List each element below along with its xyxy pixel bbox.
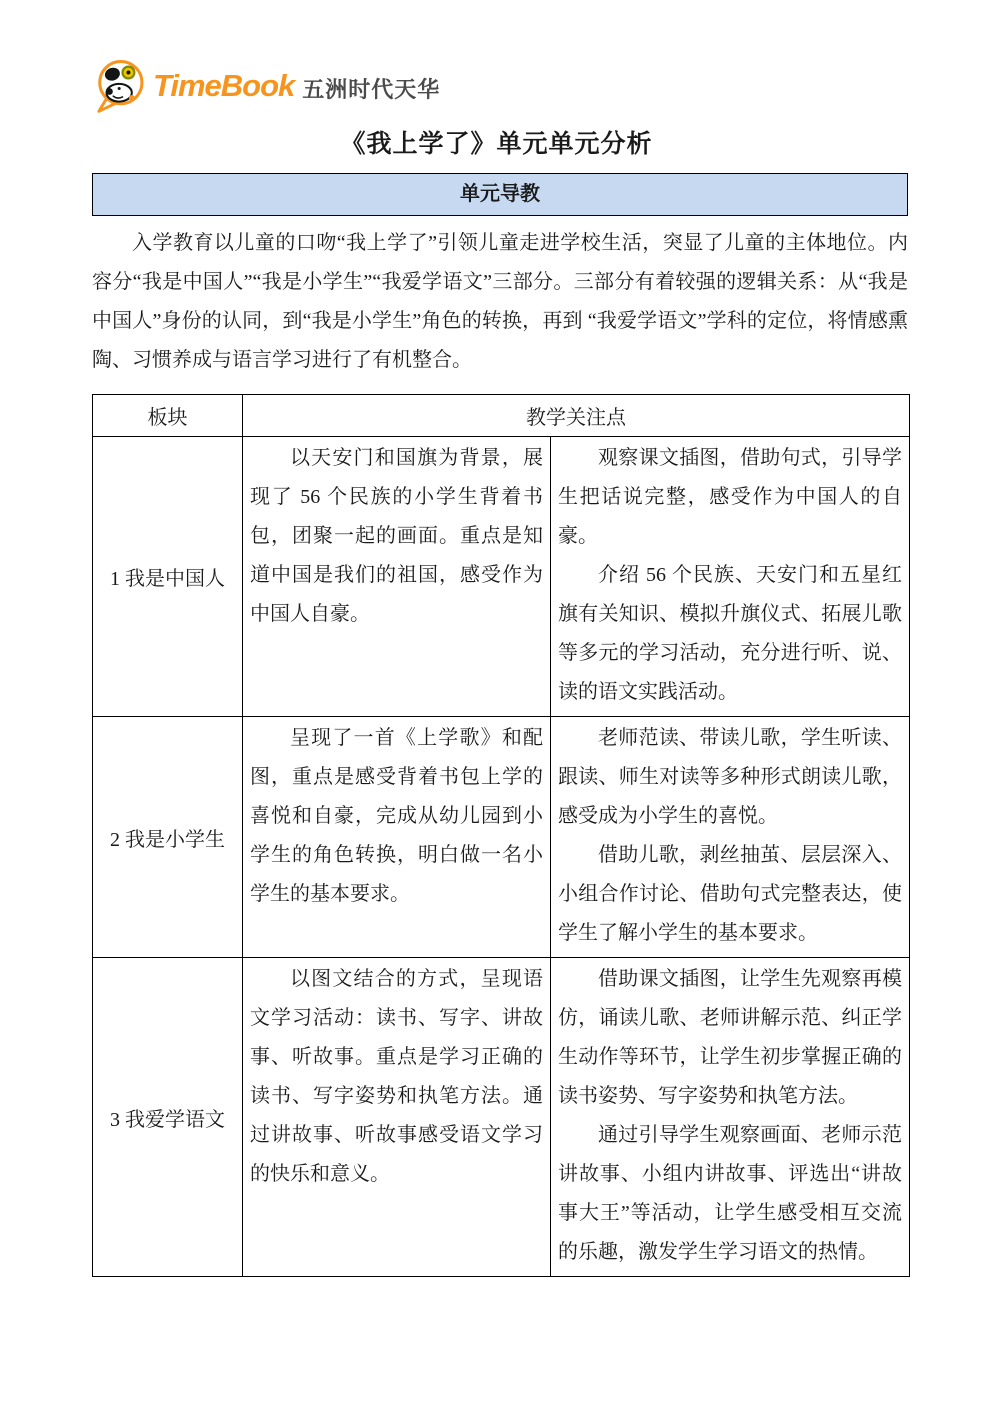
cell-paragraph: 借助课文插图，让学生先观察再模仿，诵读儿歌、老师讲解示范、纠正学生动作等环节，让学生初步掌握正确的读书姿势、写字姿势和执笔方法。 [558, 968, 902, 1107]
table-header-row [93, 395, 910, 437]
timebook-dog-icon [93, 58, 147, 114]
cell-paragraph: 借助儿歌，剥丝抽茧、层层深入、小组合作讨论、借助句式完整表达，使学生了解小学生的基本要求。 [558, 844, 902, 944]
table-row [93, 958, 910, 1277]
logo-brand-text: TimeBook [153, 68, 295, 103]
focus-cell [551, 437, 910, 717]
content-cell [243, 437, 551, 717]
cell-paragraph: 以图文结合的方式，呈现语文学习活动：读书、写字、讲故事、听故事。重点是学习正确的读书、写字姿势和执笔方法。通过讲故事、听故事感受语文学习的快乐和意义。 [250, 968, 543, 1185]
content-cell [243, 717, 551, 958]
column-header-module: 板块 [93, 395, 243, 437]
intro-paragraph: 入学教育以儿童的口吻“我上学了”引领儿童走进学校生活，突显了儿童的主体地位。内容分“我是中国人”“我是小学生”“我爱学语文”三部分。三部分有着较强的逻辑关系：从“我是中国人”身份的认同，到“我是小学生”角色的转换，再到 “我爱学语文”学科的定位，将情感熏陶、习惯养成与语言学习进行了有机整合。 [92, 232, 908, 371]
cell-paragraph: 老师范读、带读儿歌，学生听读、跟读、师生对读等多种形式朗读儿歌，感受成为小学生的喜悦。 [558, 727, 902, 827]
cell-paragraph: 以天安门和国旗为背景，展现了 56 个民族的小学生背着书包，团聚一起的画面。重点是知道中国是我们的祖国，感受作为中国人自豪。 [250, 447, 543, 625]
section-banner-label: 单元导教 [460, 183, 540, 205]
content-cell [243, 958, 551, 1277]
cell-paragraph: 呈现了一首《上学歌》和配图，重点是感受背着书包上学的喜悦和自豪，完成从幼儿园到小学生的角色转换，明白做一名小学生的基本要求。 [250, 727, 543, 905]
table-row [93, 437, 910, 717]
focus-cell [551, 717, 910, 958]
focus-cell [551, 958, 910, 1277]
logo-company-text: 五洲时代天华 [302, 76, 441, 102]
document-title: 《我上学了》单元单元分析 [340, 131, 653, 158]
cell-paragraph: 通过引导学生观察画面、老师示范讲故事、小组内讲故事、评选出“讲故事大王”等活动，让学生感受相互交流的乐趣，激发学生学习语文的热情。 [558, 1124, 902, 1263]
column-header-focus: 教学关注点 [243, 395, 910, 437]
table-row [93, 717, 910, 958]
module-cell: 2 我是小学生 [93, 717, 243, 958]
module-cell: 1 我是中国人 [93, 437, 243, 717]
logo [93, 58, 993, 114]
cell-paragraph: 介绍 56 个民族、天安门和五星红旗有关知识、模拟升旗仪式、拓展儿歌等多元的学习活动，充分进行听、说、读的语文实践活动。 [558, 564, 902, 703]
module-cell: 3 我爱学语文 [93, 958, 243, 1277]
unit-analysis-table [92, 394, 910, 1277]
cell-paragraph: 观察课文插图，借助句式，引导学生把话说完整，感受作为中国人的自豪。 [558, 447, 902, 547]
section-banner [92, 173, 908, 216]
